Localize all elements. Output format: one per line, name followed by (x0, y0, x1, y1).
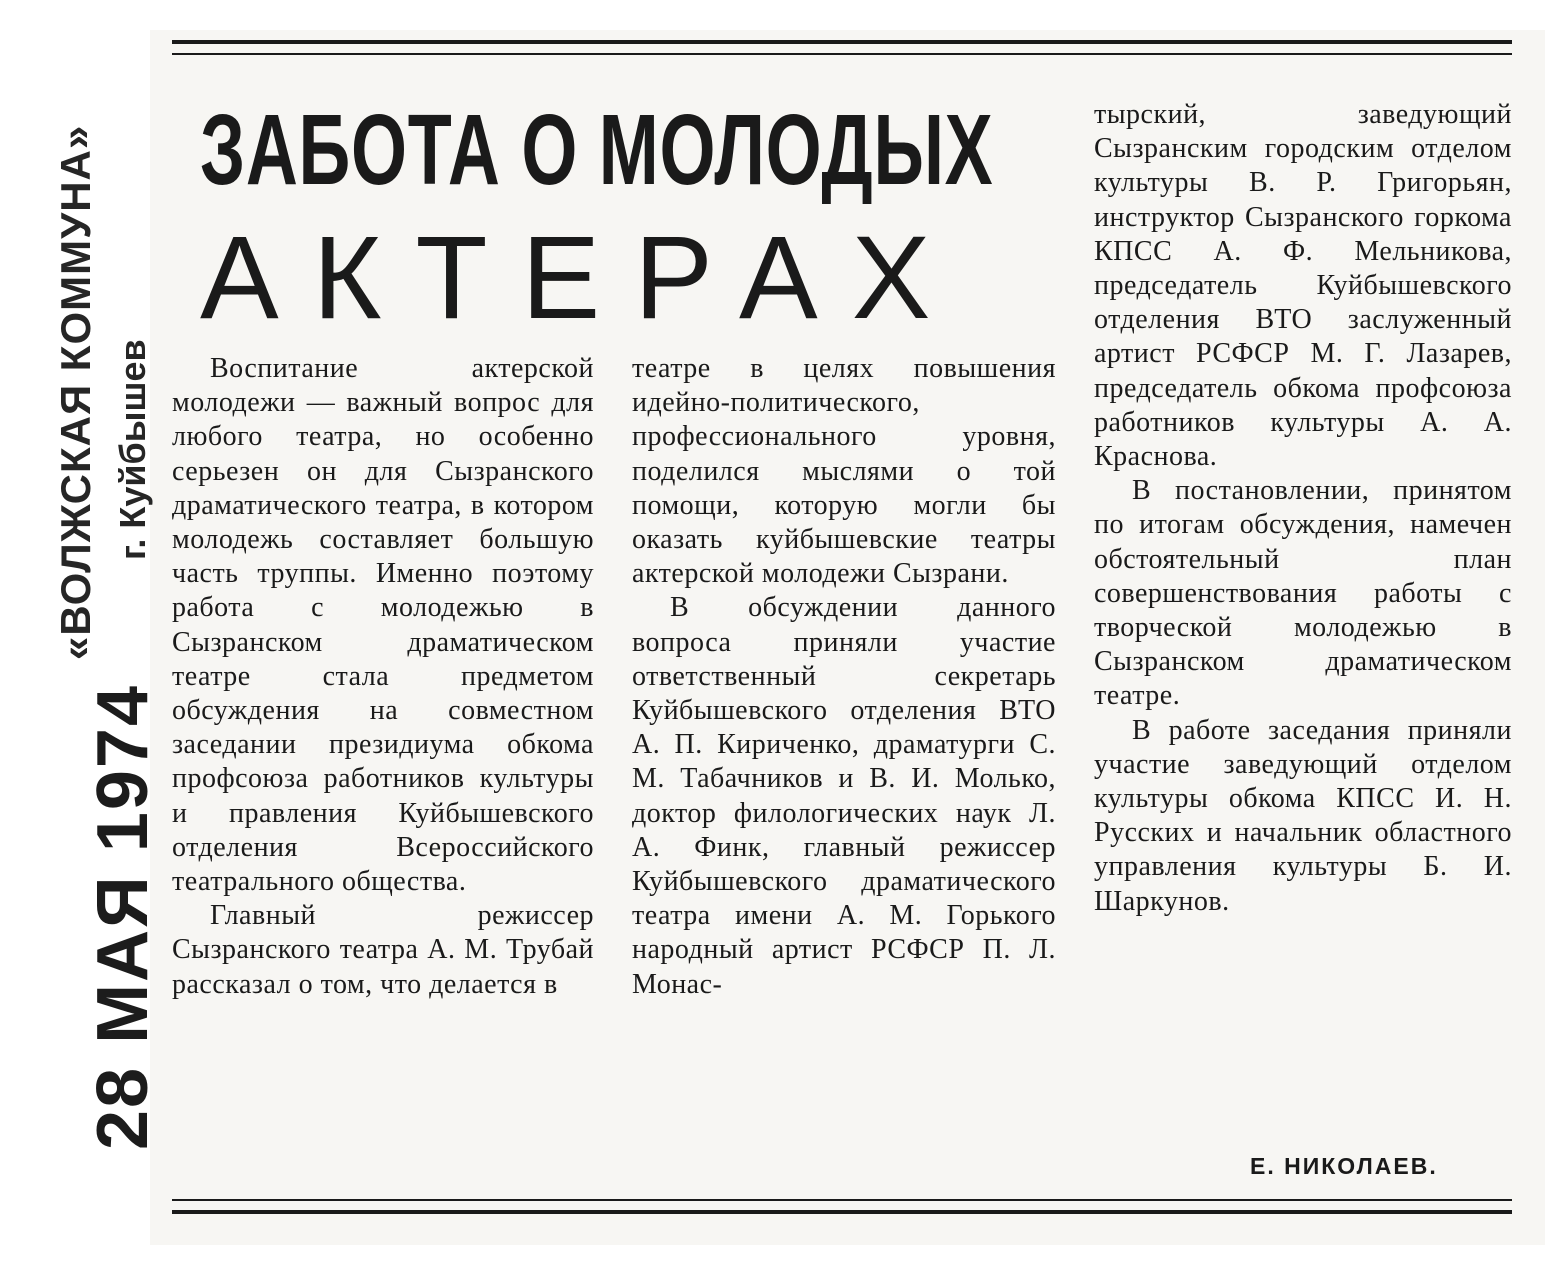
paragraph: В обсуждении данного вопроса приняли участие ответственный секретарь Куйбышевского отделения ВТО А. П. Кириченко, драматурги С. М. Табачников и В. И. Молько, доктор филологических наук Л. А. Финк, главный режиссер Куйбышевского драматического театра имени А. М. Горького народный артист РСФСР П. Л. Монас- (632, 592, 1056, 1000)
headline-line-2: АКТЕРАХ (200, 212, 965, 344)
headline-line-1: ЗАБОТА О МОЛОДЫХ (200, 94, 994, 206)
article-column-2 (632, 352, 1056, 1002)
article-column-1 (172, 352, 594, 1002)
paragraph: Главный режиссер Сызранского театра А. М. Трубай рассказал о том, что делается в (172, 900, 594, 1000)
paragraph: тырский, заведующий Сызранским городским отделом культуры В. Р. Григорьян, инструктор Сызранского горкома КПСС А. Ф. Мельникова, председатель Куйбышевского отделения ВТО заслуженный артист РСФСР М. Г. Лазарев, председатель обкома профсоюза работников культуры А. А. Краснова. (1094, 99, 1512, 473)
top-rule-thin (172, 53, 1512, 55)
paragraph: театре в целях повышения идейно-политического, профессионального уровня, поделился мыслями о той помощи, которую могли бы оказать куйбышевские театры актерской молодежи Сызрани. (632, 353, 1056, 590)
author-byline: Е. НИКОЛАЕВ. (1250, 1153, 1438, 1179)
paragraph: В работе заседания приняли участие заведующий отделом культуры обкома КПСС И. Н. Русских и начальник областного управления культуры Б. И. Шаркунов. (1094, 714, 1512, 917)
paragraph: В постановлении, принятом по итогам обсуждения, намечен обстоятельный план совершенствования работы с творческой молодежью в Сызранском драматическом театре. (1094, 475, 1512, 712)
newspaper-name-stamp: «ВОЛЖСКАЯ КОММУНА» (52, 124, 99, 660)
top-rule (172, 40, 1512, 44)
city-stamp: г. Куйбышев (112, 339, 153, 560)
article-column-3 (1094, 98, 1512, 919)
bottom-rule-thin (172, 1199, 1512, 1201)
paragraph: Воспитание актерской молодежи — важный вопрос для любого театра, но особенно серьезен он для Сызранского драматического театра, в котором молодежь составляет большую часть труппы. Именно поэтому работа с молодежью в Сызранском драматическом театре стала предметом обсуждения на совместном заседании президиума обкома профсоюза работников культуры и правления Куйбышевского отделения Всероссийского театрального общества. (172, 353, 594, 898)
date-stamp: 28 МАЯ 1974 (83, 684, 163, 1150)
bottom-rule (172, 1210, 1512, 1214)
